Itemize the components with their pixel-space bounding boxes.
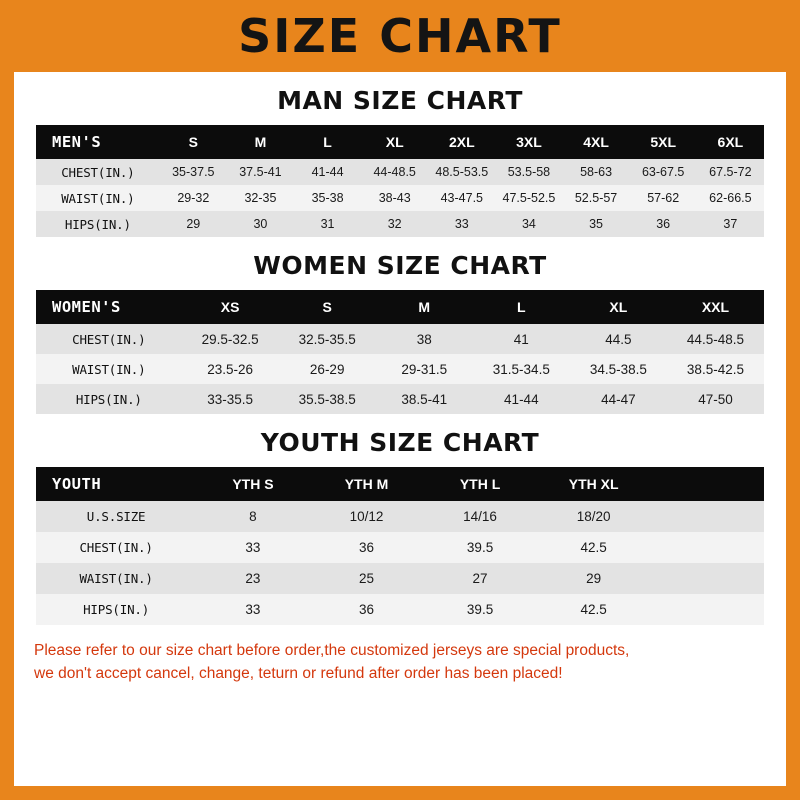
column-header: YTH XL <box>537 467 651 501</box>
row-label: WAIST(IN.) <box>36 354 182 384</box>
cell: 48.5-53.5 <box>428 159 495 185</box>
cell: 38.5-42.5 <box>667 354 764 384</box>
cell: 37 <box>697 211 764 237</box>
column-header: YTH L <box>423 467 537 501</box>
row-label: CHEST(IN.) <box>36 159 160 185</box>
cell: 35 <box>563 211 630 237</box>
cell: 44.5-48.5 <box>667 324 764 354</box>
cell: 35.5-38.5 <box>279 384 376 414</box>
column-header: XXL <box>667 290 764 324</box>
footer-note <box>34 639 766 686</box>
cell: 35-38 <box>294 185 361 211</box>
table-row <box>36 532 764 563</box>
cell: 36 <box>310 594 424 625</box>
cell: 29-31.5 <box>376 354 473 384</box>
cell: 57-62 <box>630 185 697 211</box>
row-label: WAIST(IN.) <box>36 185 160 211</box>
cell-empty <box>650 563 764 594</box>
cell: 23 <box>196 563 310 594</box>
cell: 31.5-34.5 <box>473 354 570 384</box>
cell-empty <box>650 594 764 625</box>
column-header: 5XL <box>630 125 697 159</box>
cell: 38 <box>376 324 473 354</box>
section-youth <box>14 428 786 625</box>
cell: 58-63 <box>563 159 630 185</box>
column-header: XL <box>570 290 667 324</box>
column-header: M <box>376 290 473 324</box>
cell: 32.5-35.5 <box>279 324 376 354</box>
column-header: YTH S <box>196 467 310 501</box>
column-header: XL <box>361 125 428 159</box>
table-row <box>36 211 764 237</box>
cell: 14/16 <box>423 501 537 532</box>
table-corner-label: YOUTH <box>36 467 196 501</box>
column-header: 6XL <box>697 125 764 159</box>
table-corner-label: WOMEN'S <box>36 290 182 324</box>
table-header-row <box>36 467 764 501</box>
cell: 29.5-32.5 <box>182 324 279 354</box>
column-header: S <box>279 290 376 324</box>
cell: 34 <box>495 211 562 237</box>
section-title-women: WOMEN SIZE CHART <box>253 251 547 280</box>
row-label: CHEST(IN.) <box>36 532 196 563</box>
row-label: HIPS(IN.) <box>36 211 160 237</box>
column-header: 3XL <box>495 125 562 159</box>
cell: 43-47.5 <box>428 185 495 211</box>
cell: 44-48.5 <box>361 159 428 185</box>
cell: 32 <box>361 211 428 237</box>
cell: 18/20 <box>537 501 651 532</box>
table-row <box>36 324 764 354</box>
table-corner-label: MEN'S <box>36 125 160 159</box>
banner <box>0 0 800 72</box>
cell: 63-67.5 <box>630 159 697 185</box>
women-size-table <box>36 290 764 414</box>
youth-size-table <box>36 467 764 625</box>
cell: 42.5 <box>537 594 651 625</box>
column-header: 4XL <box>563 125 630 159</box>
cell: 41 <box>473 324 570 354</box>
column-header: YTH M <box>310 467 424 501</box>
column-header: S <box>160 125 227 159</box>
cell: 33 <box>428 211 495 237</box>
table-row <box>36 501 764 532</box>
cell: 47-50 <box>667 384 764 414</box>
cell: 34.5-38.5 <box>570 354 667 384</box>
row-label: CHEST(IN.) <box>36 324 182 354</box>
row-label: HIPS(IN.) <box>36 594 196 625</box>
cell: 42.5 <box>537 532 651 563</box>
column-header: L <box>294 125 361 159</box>
column-header: XS <box>182 290 279 324</box>
cell: 29-32 <box>160 185 227 211</box>
row-label: WAIST(IN.) <box>36 563 196 594</box>
column-header: L <box>473 290 570 324</box>
table-header-row <box>36 290 764 324</box>
table-row <box>36 159 764 185</box>
cell: 38.5-41 <box>376 384 473 414</box>
cell: 8 <box>196 501 310 532</box>
bottom-accent-bar <box>0 786 800 800</box>
footer-note-line2: we don't accept cancel, change, teturn or refund after order has been placed! <box>34 665 563 683</box>
cell: 36 <box>310 532 424 563</box>
cell: 39.5 <box>423 594 537 625</box>
cell: 33-35.5 <box>182 384 279 414</box>
column-header-empty <box>650 467 764 501</box>
cell: 23.5-26 <box>182 354 279 384</box>
cell: 33 <box>196 594 310 625</box>
cell: 33 <box>196 532 310 563</box>
table-row <box>36 185 764 211</box>
cell: 25 <box>310 563 424 594</box>
cell: 35-37.5 <box>160 159 227 185</box>
section-title-youth: YOUTH SIZE CHART <box>260 428 540 457</box>
table-row <box>36 354 764 384</box>
cell: 47.5-52.5 <box>495 185 562 211</box>
cell: 29 <box>160 211 227 237</box>
cell: 41-44 <box>294 159 361 185</box>
cell: 52.5-57 <box>563 185 630 211</box>
cell: 38-43 <box>361 185 428 211</box>
column-header: 2XL <box>428 125 495 159</box>
section-women <box>14 251 786 414</box>
cell: 26-29 <box>279 354 376 384</box>
men-size-table <box>36 125 764 237</box>
section-man <box>14 86 786 237</box>
table-row <box>36 563 764 594</box>
row-label: HIPS(IN.) <box>36 384 182 414</box>
cell: 44.5 <box>570 324 667 354</box>
cell: 27 <box>423 563 537 594</box>
cell: 29 <box>537 563 651 594</box>
cell: 53.5-58 <box>495 159 562 185</box>
cell: 44-47 <box>570 384 667 414</box>
page-title: SIZE CHART <box>238 9 562 63</box>
cell: 31 <box>294 211 361 237</box>
table-row <box>36 384 764 414</box>
cell-empty <box>650 501 764 532</box>
column-header: M <box>227 125 294 159</box>
cell: 41-44 <box>473 384 570 414</box>
cell: 67.5-72 <box>697 159 764 185</box>
footer-note-line1: Please refer to our size chart before order,the customized jerseys are special products, <box>34 642 630 659</box>
cell: 62-66.5 <box>697 185 764 211</box>
cell: 30 <box>227 211 294 237</box>
section-title-man: MAN SIZE CHART <box>277 86 523 115</box>
table-row <box>36 594 764 625</box>
cell: 32-35 <box>227 185 294 211</box>
cell: 37.5-41 <box>227 159 294 185</box>
table-header-row <box>36 125 764 159</box>
cell: 10/12 <box>310 501 424 532</box>
cell-empty <box>650 532 764 563</box>
row-label: U.S.SIZE <box>36 501 196 532</box>
cell: 39.5 <box>423 532 537 563</box>
cell: 36 <box>630 211 697 237</box>
